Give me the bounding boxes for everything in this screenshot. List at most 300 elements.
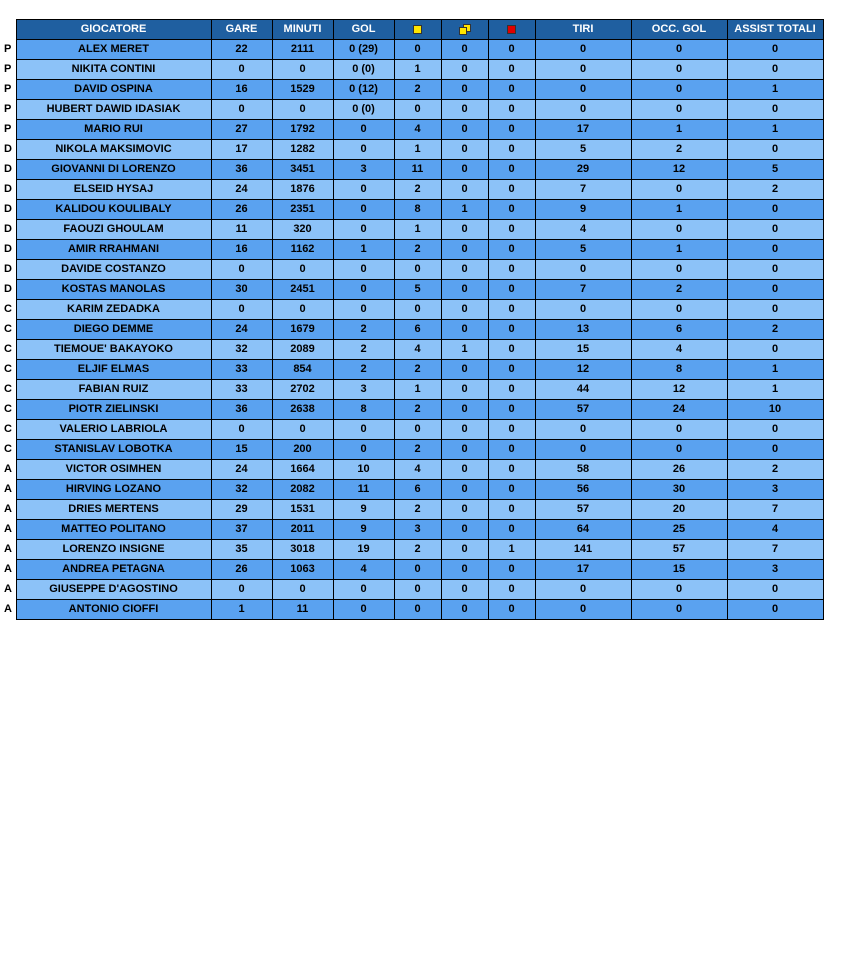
assists-cell: 3 [727, 480, 823, 500]
double-yellow-cards-cell: 0 [441, 560, 488, 580]
table-row [0, 240, 823, 260]
red-card-column-header [488, 20, 535, 40]
table-row [0, 420, 823, 440]
chances-cell: 4 [631, 340, 727, 360]
yellow-cards-cell: 8 [394, 200, 441, 220]
red-cards-cell: 0 [488, 460, 535, 480]
yellow-cards-cell: 1 [394, 60, 441, 80]
games-cell: 27 [211, 120, 272, 140]
minutes-cell: 1531 [272, 500, 333, 520]
games-cell: 22 [211, 40, 272, 60]
games-cell: 36 [211, 400, 272, 420]
assists-cell: 0 [727, 200, 823, 220]
assists-cell: 7 [727, 540, 823, 560]
player-name-cell: ALEX MERET [16, 40, 211, 60]
minutes-cell: 320 [272, 220, 333, 240]
assists-cell: 0 [727, 60, 823, 80]
double-yellow-cards-cell: 0 [441, 440, 488, 460]
assists-cell: 0 [727, 260, 823, 280]
table-row [0, 220, 823, 240]
goals-cell: 2 [333, 320, 394, 340]
player-name-cell: MARIO RUI [16, 120, 211, 140]
chances-cell: 12 [631, 160, 727, 180]
table-row [0, 440, 823, 460]
red-cards-cell: 0 [488, 140, 535, 160]
table-row [0, 460, 823, 480]
games-cell: 16 [211, 240, 272, 260]
yellow-cards-cell: 0 [394, 600, 441, 620]
assists-cell: 0 [727, 280, 823, 300]
double-yellow-cards-cell: 0 [441, 60, 488, 80]
player-name-cell: LORENZO INSIGNE [16, 540, 211, 560]
assists-cell: 2 [727, 460, 823, 480]
minutes-cell: 0 [272, 100, 333, 120]
double-yellow-cards-cell: 0 [441, 500, 488, 520]
chances-cell: 2 [631, 140, 727, 160]
table-body [0, 40, 823, 620]
red-cards-cell: 0 [488, 180, 535, 200]
assists-cell: 3 [727, 560, 823, 580]
table-row [0, 260, 823, 280]
goals-cell: 0 (29) [333, 40, 394, 60]
player-name-cell: KARIM ZEDADKA [16, 300, 211, 320]
yellow-cards-cell: 5 [394, 280, 441, 300]
goals-cell: 0 [333, 420, 394, 440]
goals-cell: 0 (0) [333, 60, 394, 80]
games-cell: 26 [211, 560, 272, 580]
yellow-cards-cell: 6 [394, 480, 441, 500]
games-cell: 11 [211, 220, 272, 240]
player-name-cell: DRIES MERTENS [16, 500, 211, 520]
shots-cell: 0 [535, 580, 631, 600]
red-cards-cell: 0 [488, 380, 535, 400]
minutes-cell: 2082 [272, 480, 333, 500]
goals-cell: 11 [333, 480, 394, 500]
red-cards-cell: 0 [488, 260, 535, 280]
red-card-icon [507, 25, 516, 34]
goals-cell: 8 [333, 400, 394, 420]
goals-cell: 4 [333, 560, 394, 580]
games-cell: 0 [211, 60, 272, 80]
player-stats-table [0, 19, 824, 620]
double-yellow-card-icon [459, 24, 470, 34]
yellow-cards-cell: 0 [394, 300, 441, 320]
games-cell: 24 [211, 180, 272, 200]
chances-cell: 20 [631, 500, 727, 520]
chances-cell: 1 [631, 200, 727, 220]
games-cell: 35 [211, 540, 272, 560]
red-cards-cell: 0 [488, 560, 535, 580]
chances-cell: 26 [631, 460, 727, 480]
shots-cell: 0 [535, 40, 631, 60]
role-cell: D [0, 200, 16, 220]
assists-cell: 0 [727, 300, 823, 320]
games-cell: 26 [211, 200, 272, 220]
player-name-cell: DIEGO DEMME [16, 320, 211, 340]
role-cell: P [0, 40, 16, 60]
table-row [0, 480, 823, 500]
chances-cell: 0 [631, 100, 727, 120]
red-cards-cell: 0 [488, 220, 535, 240]
minutes-cell: 0 [272, 420, 333, 440]
double-yellow-cards-cell: 1 [441, 340, 488, 360]
assists-cell: 0 [727, 100, 823, 120]
goals-cell: 0 [333, 300, 394, 320]
table-row [0, 600, 823, 620]
role-cell: C [0, 300, 16, 320]
table-row [0, 360, 823, 380]
yellow-cards-cell: 6 [394, 320, 441, 340]
minutes-cell: 0 [272, 260, 333, 280]
goals-cell: 3 [333, 380, 394, 400]
player-name-cell: DAVIDE COSTANZO [16, 260, 211, 280]
role-cell: A [0, 580, 16, 600]
role-cell: C [0, 380, 16, 400]
table-row [0, 140, 823, 160]
shots-cell: 17 [535, 560, 631, 580]
table-row [0, 100, 823, 120]
player-name-cell: ANDREA PETAGNA [16, 560, 211, 580]
assists-cell: 0 [727, 220, 823, 240]
assists-cell: 0 [727, 600, 823, 620]
games-cell: 17 [211, 140, 272, 160]
role-cell: C [0, 340, 16, 360]
goals-cell: 0 [333, 120, 394, 140]
role-cell: P [0, 120, 16, 140]
red-cards-cell: 0 [488, 80, 535, 100]
goals-cell: 2 [333, 340, 394, 360]
double-yellow-cards-cell: 0 [441, 400, 488, 420]
shots-cell: 12 [535, 360, 631, 380]
goals-cell: 19 [333, 540, 394, 560]
minutes-cell: 2702 [272, 380, 333, 400]
chances-cell: 1 [631, 120, 727, 140]
yellow-cards-cell: 4 [394, 120, 441, 140]
player-column-header: GIOCATORE [16, 20, 211, 40]
table-row [0, 120, 823, 140]
yellow-card-column-header [394, 20, 441, 40]
table-row [0, 540, 823, 560]
double-yellow-cards-cell: 0 [441, 100, 488, 120]
role-cell: A [0, 600, 16, 620]
minutes-cell: 1664 [272, 460, 333, 480]
double-yellow-cards-cell: 0 [441, 380, 488, 400]
minutes-cell: 2351 [272, 200, 333, 220]
player-name-cell: FABIAN RUIZ [16, 380, 211, 400]
chances-cell: 24 [631, 400, 727, 420]
assists-cell: 0 [727, 240, 823, 260]
games-cell: 24 [211, 460, 272, 480]
red-cards-cell: 0 [488, 40, 535, 60]
games-cell: 32 [211, 480, 272, 500]
red-cards-cell: 0 [488, 420, 535, 440]
yellow-cards-cell: 0 [394, 40, 441, 60]
minutes-cell: 1063 [272, 560, 333, 580]
role-cell: A [0, 560, 16, 580]
chances-cell: 0 [631, 420, 727, 440]
player-name-cell: KALIDOU KOULIBALY [16, 200, 211, 220]
player-name-cell: FAOUZI GHOULAM [16, 220, 211, 240]
shots-cell: 141 [535, 540, 631, 560]
player-name-cell: HIRVING LOZANO [16, 480, 211, 500]
goals-cell: 0 [333, 140, 394, 160]
red-cards-cell: 0 [488, 440, 535, 460]
role-cell: A [0, 500, 16, 520]
red-cards-cell: 0 [488, 400, 535, 420]
goals-cell: 0 (12) [333, 80, 394, 100]
table-row [0, 380, 823, 400]
double-yellow-cards-cell: 0 [441, 180, 488, 200]
games-cell: 1 [211, 600, 272, 620]
red-cards-cell: 0 [488, 580, 535, 600]
role-cell: C [0, 420, 16, 440]
red-cards-cell: 0 [488, 500, 535, 520]
games-cell: 32 [211, 340, 272, 360]
chances-cell: 0 [631, 260, 727, 280]
table-row [0, 180, 823, 200]
role-cell: P [0, 60, 16, 80]
chances-cell: 8 [631, 360, 727, 380]
chances-cell: 0 [631, 180, 727, 200]
role-cell: C [0, 320, 16, 340]
yellow-cards-cell: 2 [394, 440, 441, 460]
double-yellow-cards-cell: 0 [441, 120, 488, 140]
shots-cell: 7 [535, 280, 631, 300]
games-cell: 36 [211, 160, 272, 180]
minutes-cell: 1162 [272, 240, 333, 260]
minutes-cell: 3451 [272, 160, 333, 180]
assists-cell: 0 [727, 580, 823, 600]
table-row [0, 40, 823, 60]
role-cell: D [0, 260, 16, 280]
goals-cell: 0 [333, 440, 394, 460]
yellow-cards-cell: 2 [394, 180, 441, 200]
yellow-cards-cell: 0 [394, 580, 441, 600]
chances-column-header: OCC. GOL [631, 20, 727, 40]
goals-column-header: GOL [333, 20, 394, 40]
yellow-cards-cell: 2 [394, 240, 441, 260]
red-cards-cell: 0 [488, 60, 535, 80]
red-cards-cell: 0 [488, 520, 535, 540]
yellow-cards-cell: 1 [394, 220, 441, 240]
assists-cell: 0 [727, 140, 823, 160]
minutes-cell: 0 [272, 300, 333, 320]
double-yellow-cards-cell: 0 [441, 520, 488, 540]
games-cell: 0 [211, 100, 272, 120]
player-name-cell: ANTONIO CIOFFI [16, 600, 211, 620]
role-cell: A [0, 520, 16, 540]
chances-cell: 0 [631, 600, 727, 620]
goals-cell: 0 [333, 220, 394, 240]
double-yellow-cards-cell: 0 [441, 360, 488, 380]
role-cell: C [0, 400, 16, 420]
yellow-cards-cell: 4 [394, 340, 441, 360]
table-row [0, 200, 823, 220]
player-name-cell: AMIR RRAHMANI [16, 240, 211, 260]
assists-column-header: ASSIST TOTALI [727, 20, 823, 40]
double-yellow-cards-cell: 0 [441, 40, 488, 60]
role-column-header [0, 20, 16, 40]
shots-cell: 56 [535, 480, 631, 500]
chances-cell: 25 [631, 520, 727, 540]
shots-cell: 0 [535, 60, 631, 80]
goals-cell: 1 [333, 240, 394, 260]
player-name-cell: KOSTAS MANOLAS [16, 280, 211, 300]
shots-cell: 44 [535, 380, 631, 400]
shots-cell: 5 [535, 240, 631, 260]
assists-cell: 0 [727, 40, 823, 60]
shots-cell: 13 [535, 320, 631, 340]
assists-cell: 2 [727, 320, 823, 340]
games-cell: 0 [211, 260, 272, 280]
shots-cell: 0 [535, 100, 631, 120]
minutes-cell: 1792 [272, 120, 333, 140]
red-cards-cell: 0 [488, 280, 535, 300]
player-name-cell: VICTOR OSIMHEN [16, 460, 211, 480]
double-yellow-cards-cell: 0 [441, 320, 488, 340]
table-row [0, 80, 823, 100]
table-row [0, 300, 823, 320]
yellow-cards-cell: 0 [394, 100, 441, 120]
header-row [0, 20, 823, 40]
shots-cell: 57 [535, 500, 631, 520]
role-cell: C [0, 360, 16, 380]
minutes-cell: 2089 [272, 340, 333, 360]
red-cards-cell: 0 [488, 100, 535, 120]
chances-cell: 0 [631, 60, 727, 80]
minutes-cell: 200 [272, 440, 333, 460]
double-yellow-cards-cell: 0 [441, 600, 488, 620]
chances-cell: 57 [631, 540, 727, 560]
shots-cell: 0 [535, 260, 631, 280]
assists-cell: 0 [727, 440, 823, 460]
shots-cell: 0 [535, 300, 631, 320]
shots-cell: 29 [535, 160, 631, 180]
shots-cell: 0 [535, 420, 631, 440]
assists-cell: 1 [727, 360, 823, 380]
player-name-cell: MATTEO POLITANO [16, 520, 211, 540]
table-row [0, 580, 823, 600]
red-cards-cell: 0 [488, 240, 535, 260]
red-cards-cell: 0 [488, 600, 535, 620]
games-cell: 29 [211, 500, 272, 520]
yellow-cards-cell: 2 [394, 360, 441, 380]
shots-cell: 0 [535, 440, 631, 460]
role-cell: D [0, 140, 16, 160]
chances-cell: 30 [631, 480, 727, 500]
double-yellow-card-column-header [441, 20, 488, 40]
shots-cell: 64 [535, 520, 631, 540]
minutes-cell: 0 [272, 60, 333, 80]
chances-cell: 2 [631, 280, 727, 300]
chances-cell: 0 [631, 440, 727, 460]
double-yellow-cards-cell: 0 [441, 220, 488, 240]
games-cell: 24 [211, 320, 272, 340]
red-cards-cell: 0 [488, 300, 535, 320]
shots-cell: 57 [535, 400, 631, 420]
yellow-cards-cell: 2 [394, 400, 441, 420]
double-yellow-cards-cell: 0 [441, 280, 488, 300]
role-cell: D [0, 280, 16, 300]
games-cell: 0 [211, 580, 272, 600]
double-yellow-cards-cell: 0 [441, 460, 488, 480]
goals-cell: 0 [333, 600, 394, 620]
minutes-cell: 854 [272, 360, 333, 380]
double-yellow-cards-cell: 0 [441, 240, 488, 260]
games-cell: 0 [211, 300, 272, 320]
chances-cell: 0 [631, 40, 727, 60]
minutes-cell: 2451 [272, 280, 333, 300]
chances-cell: 6 [631, 320, 727, 340]
yellow-cards-cell: 2 [394, 80, 441, 100]
assists-cell: 4 [727, 520, 823, 540]
red-cards-cell: 0 [488, 120, 535, 140]
goals-cell: 10 [333, 460, 394, 480]
chances-cell: 0 [631, 580, 727, 600]
player-name-cell: ELJIF ELMAS [16, 360, 211, 380]
chances-cell: 1 [631, 240, 727, 260]
role-cell: A [0, 480, 16, 500]
minutes-column-header: MINUTI [272, 20, 333, 40]
minutes-cell: 0 [272, 580, 333, 600]
table-row [0, 520, 823, 540]
shots-cell: 5 [535, 140, 631, 160]
double-yellow-cards-cell: 0 [441, 540, 488, 560]
role-cell: A [0, 460, 16, 480]
shots-cell: 7 [535, 180, 631, 200]
role-cell: D [0, 180, 16, 200]
red-cards-cell: 0 [488, 340, 535, 360]
shots-cell: 0 [535, 80, 631, 100]
goals-cell: 0 (0) [333, 100, 394, 120]
table-row [0, 560, 823, 580]
player-name-cell: STANISLAV LOBOTKA [16, 440, 211, 460]
assists-cell: 1 [727, 120, 823, 140]
games-cell: 15 [211, 440, 272, 460]
table-row [0, 400, 823, 420]
games-column-header: GARE [211, 20, 272, 40]
games-cell: 33 [211, 360, 272, 380]
assists-cell: 1 [727, 380, 823, 400]
assists-cell: 10 [727, 400, 823, 420]
goals-cell: 2 [333, 360, 394, 380]
yellow-cards-cell: 1 [394, 140, 441, 160]
yellow-cards-cell: 11 [394, 160, 441, 180]
shots-cell: 17 [535, 120, 631, 140]
assists-cell: 0 [727, 420, 823, 440]
table-row [0, 280, 823, 300]
role-cell: D [0, 160, 16, 180]
role-cell: C [0, 440, 16, 460]
double-yellow-cards-cell: 0 [441, 80, 488, 100]
goals-cell: 0 [333, 580, 394, 600]
minutes-cell: 1529 [272, 80, 333, 100]
assists-cell: 5 [727, 160, 823, 180]
games-cell: 33 [211, 380, 272, 400]
minutes-cell: 1679 [272, 320, 333, 340]
shots-cell: 0 [535, 600, 631, 620]
chances-cell: 0 [631, 80, 727, 100]
minutes-cell: 2638 [272, 400, 333, 420]
goals-cell: 3 [333, 160, 394, 180]
role-cell: P [0, 80, 16, 100]
red-cards-cell: 0 [488, 320, 535, 340]
role-cell: P [0, 100, 16, 120]
player-name-cell: ELSEID HYSAJ [16, 180, 211, 200]
player-name-cell: GIOVANNI DI LORENZO [16, 160, 211, 180]
table-row [0, 500, 823, 520]
double-yellow-cards-cell: 0 [441, 420, 488, 440]
